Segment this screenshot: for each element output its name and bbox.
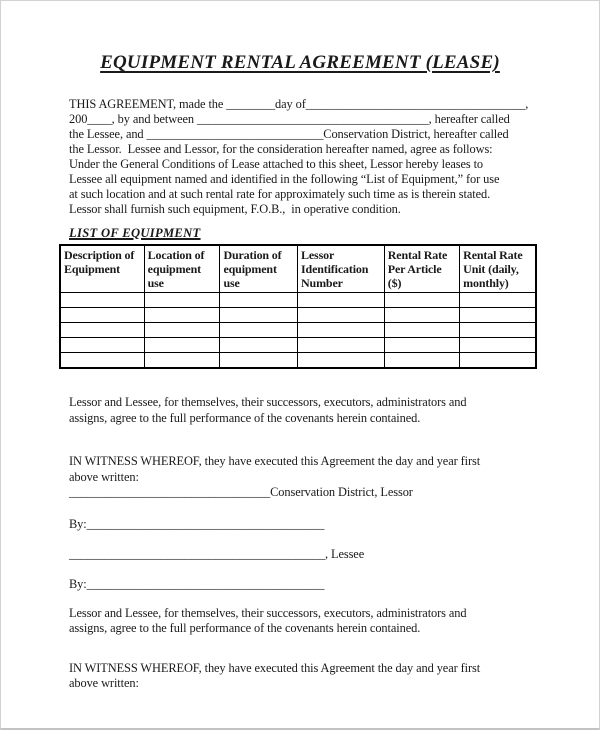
witness-line-2: above written: [69, 676, 139, 690]
empty-cell [60, 293, 144, 308]
empty-cell [60, 338, 144, 353]
covenant-line-1: Lessor and Lessee, for themselves, their successors, executors, administrators and [69, 605, 467, 620]
witness-line-1: IN WITNESS WHEREOF, they have executed this Agreement the day and year first [69, 454, 481, 468]
covenant-paragraph-2 [69, 606, 543, 637]
empty-cell [298, 323, 385, 338]
empty-cell [220, 293, 298, 308]
witness-clause-1 [69, 454, 543, 501]
col-header-rental-rate-unit: Rental Rate Unit (daily, monthly) [460, 245, 536, 293]
empty-cell [384, 308, 459, 323]
witness-line-1: IN WITNESS WHEREOF, they have executed this Agreement the day and year first [69, 660, 481, 675]
empty-cell [460, 338, 536, 353]
document-title: EQUIPMENT RENTAL AGREEMENT (LEASE) [100, 52, 500, 73]
lessee-by-signature-line: By:_______________________________________ [69, 576, 325, 591]
intro-line-1: THIS AGREEMENT, made the ________day of____________________________________, [69, 97, 529, 111]
equipment-table [59, 244, 537, 369]
empty-cell [384, 323, 459, 338]
col-header-rental-rate-per-article: Rental Rate Per Article ($) [384, 245, 459, 293]
empty-cell [60, 308, 144, 323]
col-header-lessor-identification-number: Lessor Identification Number [298, 245, 385, 293]
lessor-by-signature-line: By:_______________________________________ [69, 516, 325, 531]
empty-cell [460, 323, 536, 338]
empty-cell [60, 323, 144, 338]
empty-cell [144, 323, 220, 338]
lessee-signature-name-line: __________________________________________, Lessee [69, 546, 365, 561]
intro-line-6: Lessee all equipment named and identified in the following “List of Equipment,” for use [69, 172, 500, 186]
col-header-duration-of-equipment-use: Duration of equipment use [220, 245, 298, 293]
intro-line-8: Lessor shall furnish such equipment, F.O.B., in operative condition. [69, 202, 401, 216]
intro-paragraph [69, 97, 543, 217]
empty-cell [460, 308, 536, 323]
equipment-table-empty-row [60, 353, 536, 369]
intro-line-3: the Lessee, and _____________________________Conservation District, hereafter called [69, 127, 509, 141]
empty-cell [384, 293, 459, 308]
covenant-line-1: Lessor and Lessee, for themselves, their successors, executors, administrators and [69, 395, 467, 409]
witness-clause-2 [69, 661, 543, 692]
covenant-line-2: assigns, agree to the full performance of the covenants herein contained. [69, 621, 421, 635]
equipment-table-empty-row [60, 338, 536, 353]
empty-cell [460, 293, 536, 308]
empty-cell [144, 353, 220, 369]
empty-cell [298, 308, 385, 323]
intro-line-5: Under the General Conditions of Lease attached to this sheet, Lessor hereby leases to [69, 157, 484, 171]
empty-cell [298, 293, 385, 308]
empty-cell [144, 338, 220, 353]
empty-cell [384, 338, 459, 353]
empty-cell [220, 353, 298, 369]
lessor-signature-name-line: _________________________________Conservation District, Lessor [69, 485, 413, 499]
empty-cell [144, 293, 220, 308]
empty-cell [220, 308, 298, 323]
witness-line-2: above written: [69, 469, 139, 484]
empty-cell [60, 353, 144, 369]
empty-cell [298, 338, 385, 353]
covenant-paragraph-1 [69, 395, 543, 426]
intro-line-2: 200____, by and between ______________________________________, hereafter called [69, 112, 510, 126]
intro-line-4: the Lessor. Lessee and Lessor, for the consideration hereafter named, agree as follows: [69, 142, 493, 156]
equipment-table-empty-row [60, 323, 536, 338]
equipment-table-header-row [60, 245, 536, 293]
empty-cell [144, 308, 220, 323]
covenant-line-2: assigns, agree to the full performance of the covenants herein contained. [69, 410, 421, 425]
empty-cell [384, 353, 459, 369]
empty-cell [220, 338, 298, 353]
equipment-table-empty-row [60, 308, 536, 323]
col-header-location-of-equipment-use: Location of equipment use [144, 245, 220, 293]
col-header-description-of-equipment: Description of Equipment [60, 245, 144, 293]
empty-cell [298, 353, 385, 369]
empty-cell [460, 353, 536, 369]
list-of-equipment-heading: LIST OF EQUIPMENT [69, 226, 201, 240]
empty-cell [220, 323, 298, 338]
equipment-table-empty-row [60, 293, 536, 308]
intro-line-7: at such location and at such rental rate for approximately such time as is therein stated. [69, 187, 491, 201]
